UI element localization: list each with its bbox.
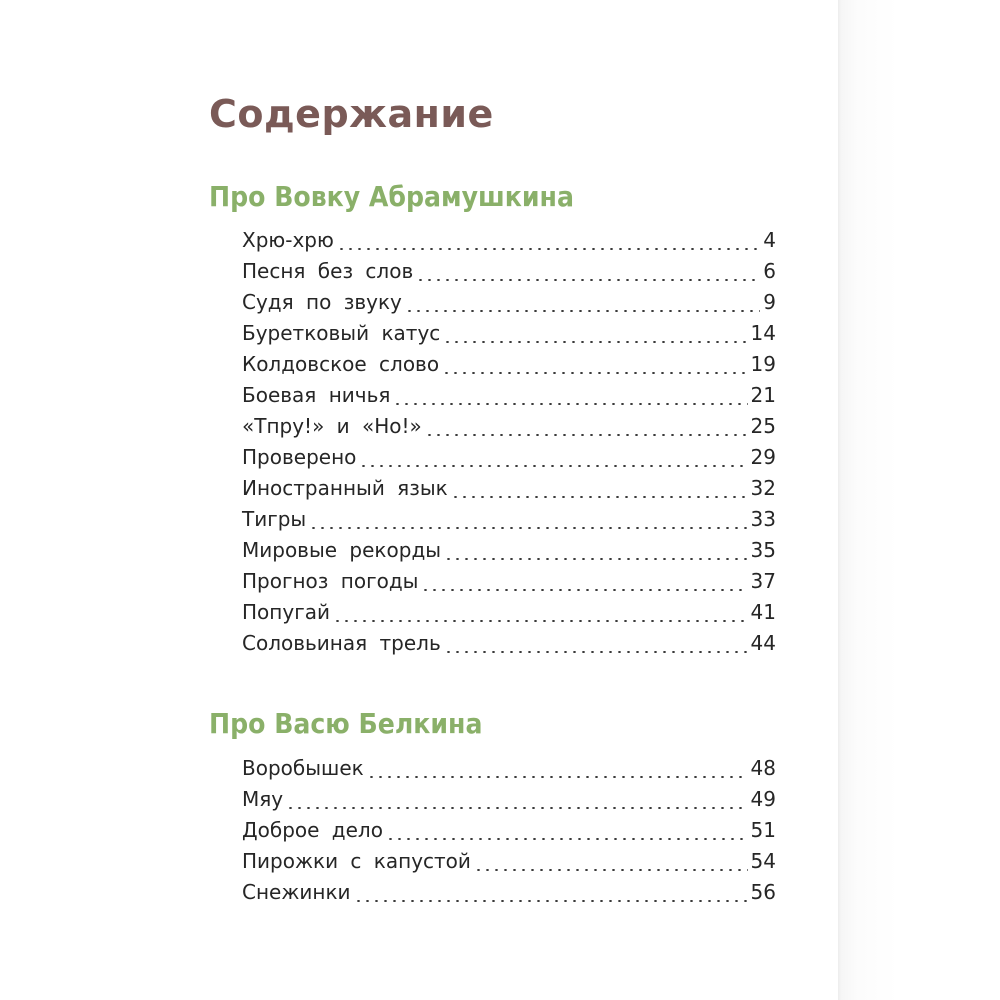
toc-entry-page: 4: [763, 228, 776, 252]
toc-entry-title: Боевая ничья: [242, 383, 391, 407]
dot-leader: [367, 776, 748, 778]
toc-entry-page: 14: [750, 321, 776, 345]
toc-entry: [242, 259, 776, 290]
toc-entry-page: 41: [750, 600, 776, 624]
toc-entry: [242, 880, 776, 911]
toc-entry-page: 56: [750, 880, 776, 904]
dot-leader: [425, 434, 748, 436]
dot-leader: [386, 838, 748, 840]
page-edge-shadow: [838, 0, 1000, 1000]
dot-leader: [333, 620, 748, 622]
toc-entry-page: 48: [750, 756, 776, 780]
toc-list-vasya: [242, 756, 776, 911]
toc-entry-page: 6: [763, 259, 776, 283]
toc-entry-title: Пирожки с капустой: [242, 849, 471, 873]
section-heading-vasya: Про Васю Белкина: [209, 707, 483, 740]
dot-leader: [359, 465, 747, 467]
toc-entry-page: 51: [750, 818, 776, 842]
toc-entry-page: 9: [763, 290, 776, 314]
dot-leader: [444, 651, 748, 653]
toc-entry-title: «Тпру!» и «Но!»: [242, 414, 422, 438]
toc-entry: [242, 445, 776, 476]
toc-entry-page: 32: [750, 476, 776, 500]
toc-entry: [242, 352, 776, 383]
toc-entry-page: 49: [750, 787, 776, 811]
toc-entry: [242, 290, 776, 321]
dot-leader: [405, 310, 760, 312]
toc-entry-title: Попугай: [242, 600, 330, 624]
toc-entry-title: Снежинки: [242, 880, 351, 904]
toc-entry-page: 33: [750, 507, 776, 531]
toc-entry: [242, 507, 776, 538]
toc-entry: [242, 228, 776, 259]
toc-entry-page: 21: [750, 383, 776, 407]
toc-entry-page: 37: [750, 569, 776, 593]
page-title: Содержание: [209, 92, 494, 136]
toc-entry-title: Колдовское слово: [242, 352, 440, 376]
dot-leader: [451, 496, 748, 498]
dot-leader: [443, 341, 747, 343]
toc-entry-title: Хрю-хрю: [242, 228, 334, 252]
toc-entry-title: Доброе дело: [242, 818, 383, 842]
toc-entry: [242, 321, 776, 352]
dot-leader: [337, 248, 760, 250]
section-heading-vovka: Про Вовку Абрамушкина: [209, 180, 574, 213]
toc-entry-title: Иностранный язык: [242, 476, 448, 500]
toc-entry-title: Тигры: [242, 507, 307, 531]
dot-leader: [309, 527, 747, 529]
toc-entry-page: 35: [750, 538, 776, 562]
toc-entry-title: Мяу: [242, 787, 284, 811]
toc-entry: [242, 476, 776, 507]
dot-leader: [416, 279, 760, 281]
toc-entry: [242, 414, 776, 445]
dot-leader: [286, 807, 747, 809]
toc-entry-page: 44: [750, 631, 776, 655]
toc-entry-title: Воробышек: [242, 756, 364, 780]
toc-entry: [242, 631, 776, 662]
toc-entry: [242, 787, 776, 818]
toc-entry-title: Мировые рекорды: [242, 538, 442, 562]
toc-entry-page: 25: [750, 414, 776, 438]
dot-leader: [393, 403, 747, 405]
toc-entry-title: Соловьиная трель: [242, 631, 441, 655]
toc-entry: [242, 383, 776, 414]
dot-leader: [354, 900, 748, 902]
toc-entry-title: Песня без слов: [242, 259, 414, 283]
toc-entry: [242, 600, 776, 631]
toc-entry-title: Прогноз погоды: [242, 569, 419, 593]
toc-entry: [242, 756, 776, 787]
toc-list-vovka: [242, 228, 776, 662]
toc-entry: [242, 538, 776, 569]
toc-entry-page: 29: [750, 445, 776, 469]
dot-leader: [421, 589, 747, 591]
toc-entry: [242, 818, 776, 849]
dot-leader: [442, 372, 747, 374]
toc-entry-title: Буретковый катус: [242, 321, 441, 345]
toc-entry-title: Проверено: [242, 445, 357, 469]
toc-entry-page: 19: [750, 352, 776, 376]
toc-entry: [242, 849, 776, 880]
toc-entry-page: 54: [750, 849, 776, 873]
toc-entry: [242, 569, 776, 600]
dot-leader: [444, 558, 747, 560]
dot-leader: [474, 869, 748, 871]
toc-entry-title: Судя по звуку: [242, 290, 402, 314]
